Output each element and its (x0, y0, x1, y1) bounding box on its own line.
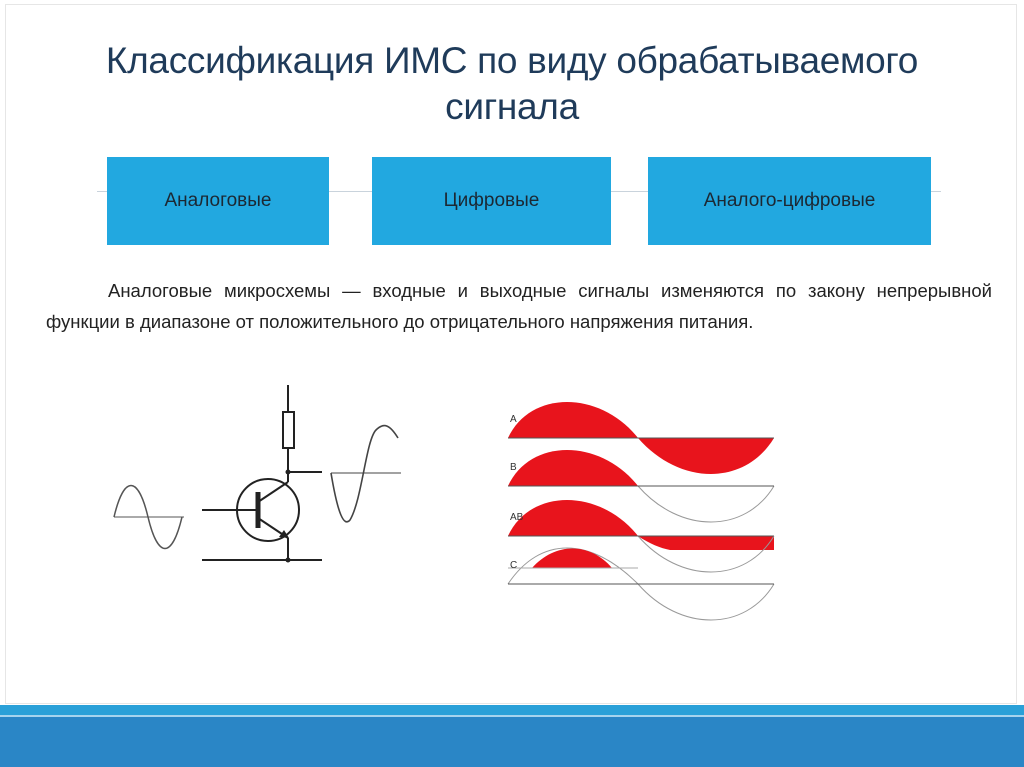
output-sine-wave-trace (331, 426, 398, 522)
category-label: Аналоговые (164, 190, 272, 211)
connector-line (329, 191, 372, 192)
resistor (283, 412, 294, 448)
connector-line (931, 191, 941, 192)
output-sine-wave (330, 397, 402, 555)
connector-line (611, 191, 648, 192)
footer-bar (0, 717, 1024, 767)
waveform-label: A (510, 414, 517, 425)
category-box-digital (372, 157, 611, 245)
waveform-label: B (510, 462, 517, 473)
category-label: Аналого-цифровые (703, 190, 876, 211)
waveform-label: C (510, 560, 518, 571)
waveform-label: AB (510, 512, 524, 523)
category-box-analog-digital (648, 157, 931, 245)
definition-text: Аналоговые микросхемы — входные и выходные сигналы изменяются по закону непрерывной функции в диапазоне от положительного до отрицательного напряжения питания. (46, 280, 992, 332)
amplifier-class-waveforms (500, 392, 785, 632)
waveform-c (508, 548, 774, 620)
transistor-circuit-diagram (100, 380, 410, 590)
slide-title: Классификация ИМС по виду обрабатываемого сигнала (105, 40, 919, 127)
output-sine-wave (332, 432, 400, 513)
category-label: Цифровые (443, 190, 540, 211)
connector-line (97, 191, 107, 192)
footer-strip (0, 705, 1024, 715)
category-box-analog (107, 157, 329, 245)
